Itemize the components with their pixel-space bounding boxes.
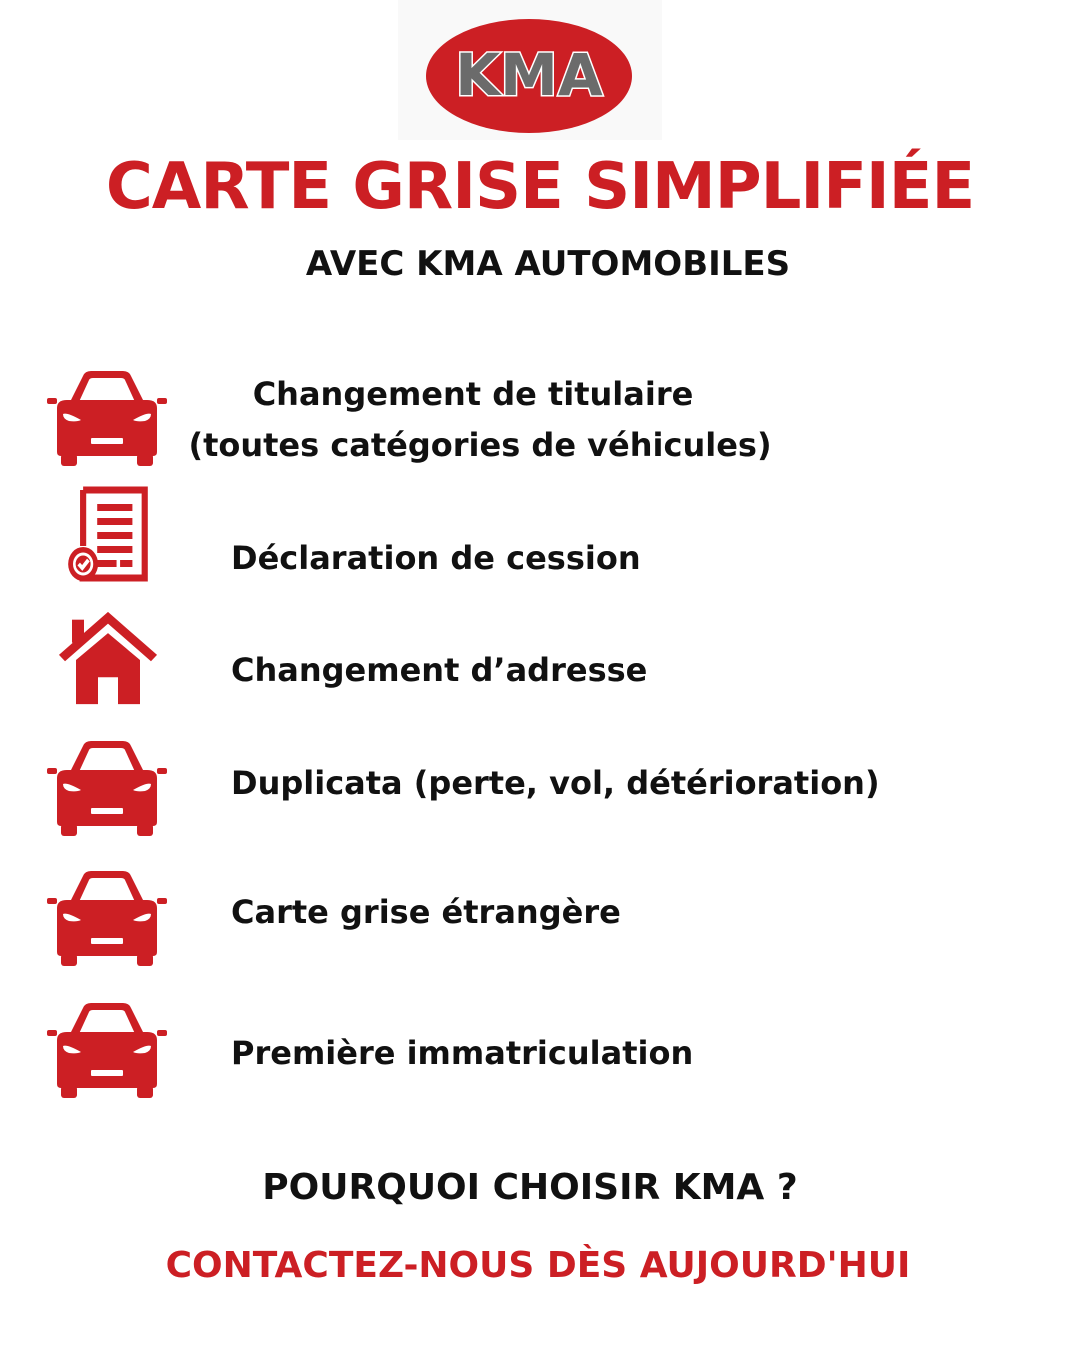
service-item-label: Déclaration de cession <box>231 539 641 577</box>
page-subtitle: AVEC KMA AUTOMOBILES <box>305 244 791 284</box>
service-item-sublabel: (toutes catégories de véhicules) <box>188 426 772 464</box>
service-item-label: Changement d’adresse <box>231 651 648 689</box>
car-icon <box>47 368 167 468</box>
kma-logo <box>426 18 632 134</box>
service-item-label: Duplicata (perte, vol, détérioration) <box>231 764 880 802</box>
service-item-label: Carte grise étrangère <box>231 893 621 931</box>
document-check-icon <box>62 486 150 586</box>
car-icon <box>47 738 167 838</box>
service-item-label: Première immatriculation <box>231 1034 694 1072</box>
car-icon <box>47 868 167 968</box>
logo-text: KMA <box>455 41 603 109</box>
service-item-label: Changement de titulaire <box>252 375 694 413</box>
contact-cta: CONTACTEZ-NOUS DÈS AUJOURD'HUI <box>165 1245 911 1286</box>
why-choose-heading: POURQUOI CHOISIR KMA ? <box>262 1167 798 1208</box>
house-icon <box>58 612 158 708</box>
page-title: CARTE GRISE SIMPLIFIÉE <box>105 150 975 224</box>
car-icon <box>47 1000 167 1100</box>
